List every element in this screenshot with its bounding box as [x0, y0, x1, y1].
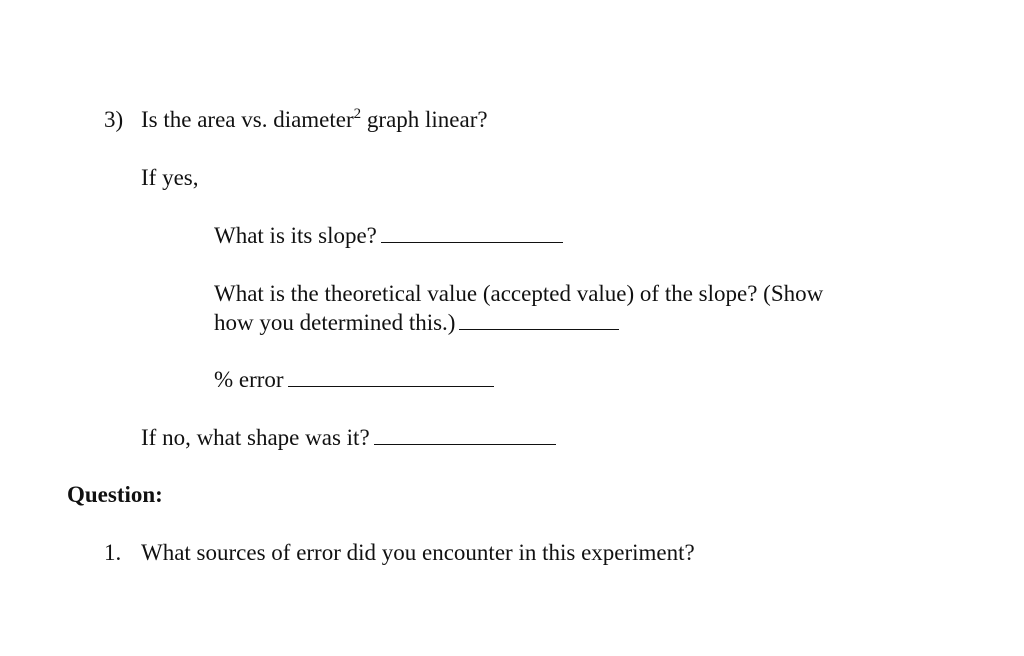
question-heading: Question: — [67, 482, 163, 507]
slope-answer-blank[interactable] — [381, 241, 563, 243]
slope-label: What is its slope? — [214, 223, 377, 248]
theoretical-line-2: how you determined this.) — [214, 310, 456, 335]
q3-prompt-superscript: 2 — [353, 106, 362, 122]
question-1-number: 1. — [104, 540, 122, 565]
slope-row — [214, 224, 563, 247]
theoretical-row — [214, 311, 619, 334]
if-no-label: If no, what shape was it? — [141, 425, 370, 450]
q3-number: 3) — [104, 107, 124, 132]
if-no-row — [141, 426, 556, 449]
theoretical-line-1: What is the theoretical value (accepted value) of the slope? (Show — [214, 281, 824, 306]
error-answer-blank[interactable] — [288, 385, 494, 387]
error-label: % error — [214, 367, 284, 392]
q3-prompt-text: Is the area vs. diameter — [141, 107, 354, 132]
if-yes-label: If yes, — [141, 165, 199, 190]
q3-prompt-text-end: graph linear? — [361, 107, 488, 132]
question-1-text: What sources of error did you encounter in this experiment? — [141, 540, 695, 565]
q3-prompt — [141, 108, 488, 131]
error-row — [214, 368, 494, 391]
theoretical-answer-blank[interactable] — [459, 328, 619, 330]
shape-answer-blank[interactable] — [374, 443, 556, 445]
